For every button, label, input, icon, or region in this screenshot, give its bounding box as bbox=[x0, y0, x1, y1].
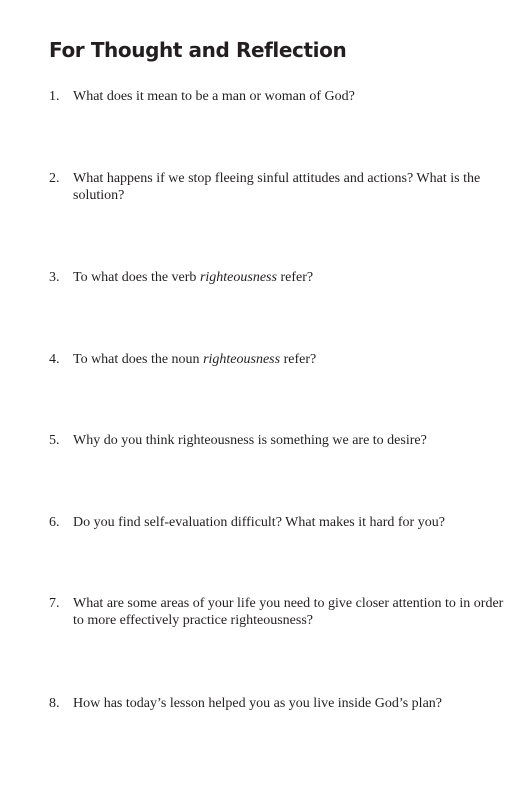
question-text: What are some areas of your life you need to give closer attention to in order to more effectively practice righteousness? bbox=[73, 596, 504, 628]
question-text: What happens if we stop fleeing sinful attitudes and actions? What is the solution? bbox=[73, 171, 481, 203]
question-text: Do you find self-evaluation difficult? What makes it hard for you? bbox=[73, 515, 445, 530]
question-number: 6. bbox=[49, 515, 60, 530]
question-number: 4. bbox=[49, 352, 60, 367]
question-number: 2. bbox=[49, 171, 60, 186]
question-text: How has today’s lesson helped you as you live inside God’s plan? bbox=[73, 696, 443, 711]
question-item bbox=[49, 595, 509, 629]
question-text: To what does the verb righteousness refer? bbox=[73, 270, 314, 285]
question-item bbox=[49, 432, 509, 449]
question-item bbox=[49, 88, 509, 105]
question-number: 1. bbox=[49, 89, 60, 104]
question-item bbox=[49, 514, 509, 531]
question-item bbox=[49, 695, 509, 712]
question-number: 3. bbox=[49, 270, 60, 285]
question-number: 7. bbox=[49, 596, 60, 611]
page-title: For Thought and Reflection bbox=[49, 38, 347, 62]
question-item bbox=[49, 269, 509, 286]
question-text: To what does the noun righteousness refer? bbox=[73, 352, 317, 367]
question-number: 5. bbox=[49, 433, 60, 448]
question-text: What does it mean to be a man or woman of God? bbox=[73, 89, 355, 104]
question-item bbox=[49, 170, 509, 204]
question-text: Why do you think righteousness is something we are to desire? bbox=[73, 433, 427, 448]
question-number: 8. bbox=[49, 696, 60, 711]
question-item bbox=[49, 351, 509, 368]
